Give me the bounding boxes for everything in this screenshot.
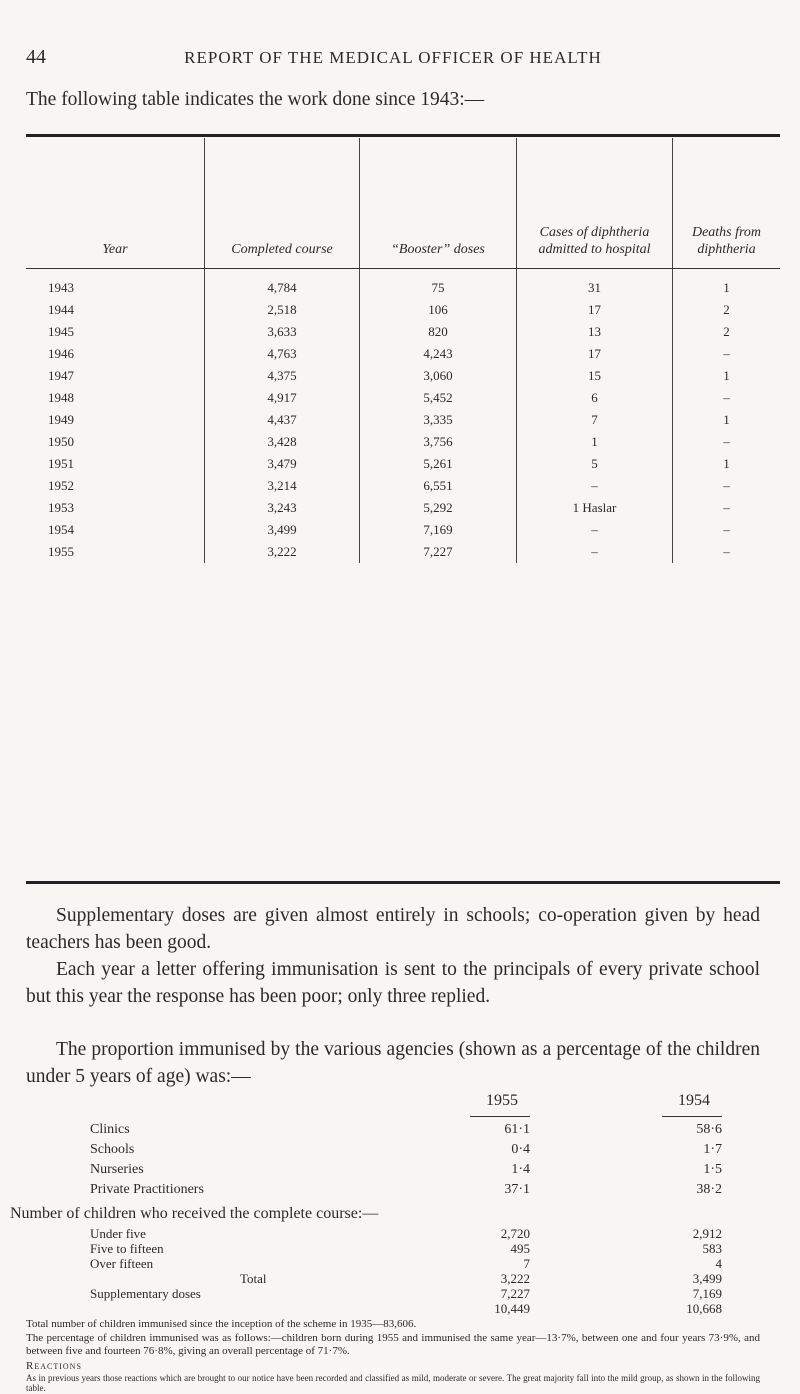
table-row bbox=[26, 409, 780, 431]
cell-cases: – bbox=[517, 541, 673, 563]
cell-year: 1948 bbox=[48, 390, 74, 405]
cell-completed: 3,243 bbox=[205, 497, 360, 519]
cell-booster: 3,060 bbox=[360, 365, 517, 387]
course-row-total-value-1954: 3,499 bbox=[692, 1271, 722, 1286]
cell-completed: 3,222 bbox=[205, 541, 360, 563]
cell-year: 1953 bbox=[48, 500, 74, 515]
section-heading-reactions: Reactions bbox=[26, 1360, 82, 1372]
table-row bbox=[26, 387, 780, 409]
agencies-col-1954: 1954 bbox=[678, 1092, 710, 1109]
running-head bbox=[26, 46, 760, 70]
cell-booster: 5,292 bbox=[360, 497, 517, 519]
course-row-over-fifteen-value-1955: 7 bbox=[523, 1256, 530, 1271]
course-row-under-five-value-1954: 2,912 bbox=[692, 1226, 722, 1241]
course-row-over-fifteen bbox=[90, 1256, 730, 1271]
table-row bbox=[26, 365, 780, 387]
agencies-col-1955: 1955 bbox=[486, 1092, 518, 1109]
cell-completed: 3,633 bbox=[205, 321, 360, 343]
cell-cases: 6 bbox=[517, 387, 673, 409]
cell-cases: 5 bbox=[517, 453, 673, 475]
cell-booster: 5,261 bbox=[360, 453, 517, 475]
agency-value-1955: 61·1 bbox=[504, 1122, 530, 1137]
cell-year: 1950 bbox=[48, 434, 74, 449]
agency-label: Private Practitioners bbox=[90, 1182, 204, 1197]
cell-deaths: – bbox=[673, 541, 781, 563]
course-row-supplementary-label: Supplementary doses bbox=[90, 1286, 201, 1301]
cell-completed: 4,375 bbox=[205, 365, 360, 387]
agency-row bbox=[90, 1162, 730, 1182]
cell-deaths: – bbox=[673, 343, 781, 365]
cell-completed: 4,763 bbox=[205, 343, 360, 365]
agency-value-1954: 38·2 bbox=[696, 1182, 722, 1197]
cell-booster: 7,169 bbox=[360, 519, 517, 541]
header-year: Year bbox=[26, 138, 205, 269]
header-deaths: Deaths from diphtheria bbox=[673, 138, 781, 269]
cell-cases: 1 Haslar bbox=[517, 497, 673, 519]
agency-label: Schools bbox=[90, 1142, 135, 1157]
cell-cases: 1 bbox=[517, 431, 673, 453]
para-private-schools: Each year a letter offering immunisation is sent to the principals of every private school but this year the response has been poor; only three replied. bbox=[26, 959, 760, 1007]
cell-booster: 3,756 bbox=[360, 431, 517, 453]
cell-year: 1945 bbox=[48, 324, 74, 339]
course-row-five-fifteen-label: Five to fifteen bbox=[90, 1241, 164, 1256]
table-row bbox=[26, 343, 780, 365]
course-row-five-fifteen-value-1955: 495 bbox=[510, 1241, 530, 1256]
cell-booster: 4,243 bbox=[360, 343, 517, 365]
table-row bbox=[26, 475, 780, 497]
cell-booster: 7,227 bbox=[360, 541, 517, 563]
agencies-table bbox=[90, 1122, 730, 1202]
header-completed: Completed course bbox=[205, 138, 360, 269]
agency-label: Nurseries bbox=[90, 1162, 144, 1177]
agency-value-1955: 37·1 bbox=[504, 1182, 530, 1197]
para-total-immunised: Total number of children immunised since the inception of the scheme in 1935—83,606. bbox=[26, 1318, 417, 1330]
course-row-supplementary-value-1955: 7,227 bbox=[500, 1286, 530, 1301]
course-row-total bbox=[90, 1271, 730, 1286]
cell-deaths: 2 bbox=[673, 299, 781, 321]
table-header-row bbox=[26, 138, 780, 269]
cell-booster: 820 bbox=[360, 321, 517, 343]
course-row-under-five-value-1955: 2,720 bbox=[500, 1226, 530, 1241]
course-row-total-value-1955: 3,222 bbox=[500, 1271, 530, 1286]
cell-completed: 4,784 bbox=[205, 269, 360, 300]
para-percentage: The percentage of children immunised was as follows:—children born during 1955 and immunised the same year—13·7%, between one and four years 73·9%, and between five and fourteen 76·8%, giving an overall percentage of 71·7%. bbox=[26, 1332, 760, 1357]
cell-completed: 4,917 bbox=[205, 387, 360, 409]
intro-text: The following table indicates the work done since 1943:— bbox=[26, 89, 485, 110]
table-row bbox=[26, 269, 780, 300]
agency-value-1954: 58·6 bbox=[696, 1122, 722, 1137]
table-row bbox=[26, 299, 780, 321]
agency-value-1954: 1·5 bbox=[703, 1162, 722, 1177]
course-row-supplementary-value-1954: 7,169 bbox=[692, 1286, 722, 1301]
table-row bbox=[26, 497, 780, 519]
cell-year: 1943 bbox=[48, 280, 74, 295]
cell-year: 1951 bbox=[48, 456, 74, 471]
course-row-five-fifteen bbox=[90, 1241, 730, 1256]
cell-year: 1952 bbox=[48, 478, 74, 493]
table-row bbox=[26, 541, 780, 563]
agency-value-1954: 1·7 bbox=[703, 1142, 722, 1157]
cell-year: 1949 bbox=[48, 412, 74, 427]
agency-label: Clinics bbox=[90, 1122, 130, 1137]
cell-cases: 15 bbox=[517, 365, 673, 387]
agency-row bbox=[90, 1142, 730, 1162]
course-row-over-fifteen-label: Over fifteen bbox=[90, 1256, 154, 1271]
cell-booster: 106 bbox=[360, 299, 517, 321]
cell-year: 1954 bbox=[48, 522, 74, 537]
cell-completed: 3,428 bbox=[205, 431, 360, 453]
table-row bbox=[26, 519, 780, 541]
cell-cases: 7 bbox=[517, 409, 673, 431]
cell-completed: 4,437 bbox=[205, 409, 360, 431]
cell-completed: 2,518 bbox=[205, 299, 360, 321]
cell-cases: 17 bbox=[517, 299, 673, 321]
para-complete-course: Number of children who received the complete course:— bbox=[10, 1205, 379, 1222]
cell-deaths: – bbox=[673, 497, 781, 519]
work-table bbox=[26, 138, 780, 563]
cell-cases: 17 bbox=[517, 343, 673, 365]
cell-booster: 75 bbox=[360, 269, 517, 300]
cell-completed: 3,499 bbox=[205, 519, 360, 541]
course-row-under-five bbox=[90, 1226, 730, 1241]
course-row-grand-total-value-1954: 10,668 bbox=[686, 1301, 722, 1316]
cell-booster: 3,335 bbox=[360, 409, 517, 431]
agency-value-1955: 1·4 bbox=[511, 1162, 530, 1177]
cell-booster: 6,551 bbox=[360, 475, 517, 497]
cell-deaths: – bbox=[673, 475, 781, 497]
para-supplementary: Supplementary doses are given almost entirely in schools; co-operation given by head teachers has been good. bbox=[26, 905, 760, 953]
agency-row bbox=[90, 1182, 730, 1202]
para-proportion: The proportion immunised by the various agencies (shown as a percentage of the children under 5 years of age) was:— bbox=[26, 1039, 760, 1087]
cell-cases: 13 bbox=[517, 321, 673, 343]
cell-deaths: 1 bbox=[673, 409, 781, 431]
table-row bbox=[26, 321, 780, 343]
cell-deaths: – bbox=[673, 519, 781, 541]
header-booster: “Booster” doses bbox=[360, 138, 517, 269]
table-row bbox=[26, 431, 780, 453]
cell-deaths: 2 bbox=[673, 321, 781, 343]
cell-deaths: – bbox=[673, 431, 781, 453]
cell-completed: 3,214 bbox=[205, 475, 360, 497]
cell-deaths: 1 bbox=[673, 453, 781, 475]
complete-course-table bbox=[90, 1226, 730, 1316]
cell-deaths: 1 bbox=[673, 269, 781, 300]
table-row bbox=[26, 453, 780, 475]
course-row-over-fifteen-value-1954: 4 bbox=[715, 1256, 722, 1271]
cell-deaths: – bbox=[673, 387, 781, 409]
course-row-supplementary bbox=[90, 1286, 730, 1301]
cell-year: 1944 bbox=[48, 302, 74, 317]
course-row-five-fifteen-value-1954: 583 bbox=[702, 1241, 722, 1256]
para-reactions: As in previous years those reactions which are brought to our notice have been recorded and classified as mild, moderate or severe. The great majority fall into the mild group, as shown in the following table. bbox=[26, 1373, 760, 1393]
cell-completed: 3,479 bbox=[205, 453, 360, 475]
agencies-rule-1955 bbox=[470, 1116, 530, 1117]
cell-year: 1955 bbox=[48, 544, 74, 559]
agency-row bbox=[90, 1122, 730, 1142]
page-number: 44 bbox=[26, 46, 46, 68]
agencies-rule-1954 bbox=[662, 1116, 722, 1117]
cell-booster: 5,452 bbox=[360, 387, 517, 409]
cell-year: 1947 bbox=[48, 368, 74, 383]
table-top-rule bbox=[26, 134, 780, 137]
cell-cases: – bbox=[517, 475, 673, 497]
course-row-total-label: Total bbox=[240, 1271, 267, 1286]
table-bottom-rule bbox=[26, 881, 780, 884]
course-row-grand-total bbox=[90, 1301, 730, 1316]
running-title: REPORT OF THE MEDICAL OFFICER OF HEALTH bbox=[184, 48, 602, 67]
agency-value-1955: 0·4 bbox=[511, 1142, 530, 1157]
header-cases: Cases of diphtheria admitted to hospital bbox=[517, 138, 673, 269]
cell-deaths: 1 bbox=[673, 365, 781, 387]
cell-cases: – bbox=[517, 519, 673, 541]
cell-cases: 31 bbox=[517, 269, 673, 300]
cell-year: 1946 bbox=[48, 346, 74, 361]
course-row-grand-total-value-1955: 10,449 bbox=[494, 1301, 530, 1316]
course-row-under-five-label: Under five bbox=[90, 1226, 146, 1241]
